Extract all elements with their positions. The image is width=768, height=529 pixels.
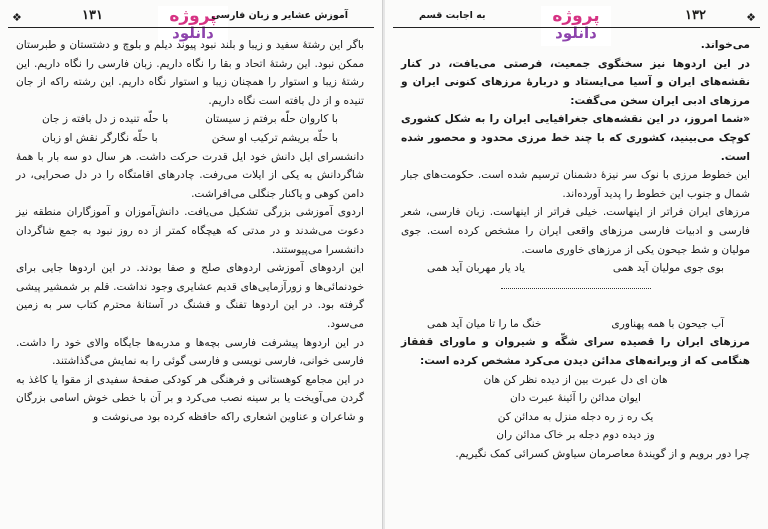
ornament-icon: ❖: [12, 11, 22, 24]
left-page-header: [8, 6, 374, 42]
ornament-icon: ❖: [746, 11, 756, 24]
left-page-number: ۱۳۱: [82, 8, 103, 23]
paragraph: دانشسرای ایل دانش خود ایل قدرت حرکت داشت. هر سال دو سه بار با همهٔ شاگردانش به یکی از ایلات می‌رفت. چادرهای اقامتگاه را در دل صحرایی، در دامن کوهی و یاکنار جنگلی می‌افراشت.: [16, 150, 364, 200]
verse-line: وز دیده دوم دجله بر خاک مدائن ران: [496, 429, 655, 442]
verse-line: هان ای دل عبرت بین از دیده نظر کن هان: [483, 373, 668, 386]
verse-line: بوی جوی مولیان آید همی یاد یار مهربان آید همی: [427, 262, 724, 275]
right-page: [385, 0, 768, 529]
paragraph: باگر این رشتهٔ سفید و زیبا و بلند نبود پیوند دیلم و بلوچ و دشتستان و طبرستان ممکن نبود. این رشتهٔ اتحاد و بقا را نگاه داریم. زبان فارسی را نگاه داریم. این رشتهٔ زیبا و استوار را همچنان زیبا و استوار نگاه داریم. این رشته راکه از جان تنیده و از دل بافته است نگاه داریم.: [16, 39, 364, 107]
left-page: [0, 0, 383, 529]
right-page-number: ۱۳۲: [685, 8, 706, 23]
paragraph: چرا دور برویم و از گویندهٔ معاصرمان سیاوش کسرائی کمک نگیریم.: [455, 447, 750, 460]
right-body: [401, 36, 750, 463]
paragraph: این خطوط مرزی با نوک سر نیزهٔ دشمنان ترسیم شده است. حکومت‌های جبار شمال و جنوب این خطوط را پدید آورده‌اند.: [401, 169, 750, 200]
left-running-title: آموزش عشایر و زبان فارسی: [211, 10, 348, 21]
paragraph: در این اردوها نیز سخنگوی جمعیت، فرصتی می‌یافت، در کنار نقشه‌های ایران و آسیا می‌ایستاد و دربارهٔ مرزهای کنونی ایران و مرزهای ادبی ایران سخن می‌گفت:: [401, 57, 750, 107]
paragraph: در این اردوها پیشرفت فارسی بچه‌ها و مدربه‌ها جایگاه والای خود را داشت. فارسی خوانی، فارسی نویسی و فارسی گوئی را به نمایش می‌گذاشتند.: [16, 336, 364, 368]
section-separator: [501, 288, 651, 289]
watermark-logo: پروژه دانلود: [541, 6, 611, 46]
verse-line: با کاروان حلّه برفتم ز سیستان با حلّه تنیده ز دل بافته ز جان: [42, 113, 338, 126]
verse-line: یک ره ز ره دجله منزل به مدائن کن: [497, 410, 654, 423]
paragraph: می‌خواند.: [700, 39, 750, 51]
paragraph: مرزهای ایران فراتر از اینهاست. خیلی فراتر از اینهاست. زبان فارسی، شعر فارسی و ادبیات فارسی مرزهای واقعی ایران را مشخص کرده است. جوی مولیان و شط جیحون یکی از مرزهای خاوری ماست.: [401, 206, 750, 256]
paragraph: «شما امروز، در این نقشه‌های جغرافیایی ایران را به شکل کشوری کوچک می‌بینید، کشوری که با چند خط مرزی محدود و محصور شده است.: [401, 113, 750, 163]
paragraph: این اردوهای آموزشی اردوهای صلح و صفا بودند. در این اردوها جایی برای خودنمائی‌ها و زورآزمایی‌های قدیم عشایری وجود نداشت. قلم بر شمشیر پیشی گرفته بود. در این اردوها تفنگ و فشنگ در آستانهٔ محترم کتاب سر به زمین می‌سود.: [16, 262, 364, 330]
header-rule: [8, 27, 374, 28]
watermark-logo: پروژه دانلود: [158, 6, 228, 46]
header-rule: [393, 27, 760, 28]
right-page-header: [393, 6, 760, 42]
verse-line: ایوان مدائن را آئینهٔ عبرت دان: [510, 392, 641, 405]
left-body: [16, 36, 364, 426]
paragraph: در این مجامع کوهستانی و فرهنگی هر کودکی صفحهٔ سفیدی از مقوا یا کاغذ به گردن می‌آویخت یا بر سینه نصب می‌کرد و بر آن با خطی خوش اسامی بزرگان و شاعران و عناوین اشعاری راکه حافظه کرده بود می‌نوشت و: [16, 373, 364, 423]
paragraph: اردوی آموزشی بزرگی تشکیل می‌یافت. دانش‌آموزان و آموزگاران منطقه نیز دعوت می‌شدند و در مدتی که هیچگاه کمتر از ده روز نبود به جمع شاگردان دانشسرا می‌پیوستند.: [16, 206, 364, 256]
verse-line: با حلّه بریشم ترکیب او سخن با حلّه نگارگر نقش او زبان: [42, 131, 338, 144]
right-running-title: به اجابت قسم: [419, 10, 486, 21]
verse-line: آب جیحون با همه پهناوری خنگ ما را تا میان آید همی: [427, 317, 724, 330]
paragraph: مرزهای ایران را قصیده سرای شگّه و شیروان و ماورای قفقاز هنگامی که از ویرانه‌های مدائن دیدن می‌کرد مشخص کرده است:: [401, 336, 750, 367]
